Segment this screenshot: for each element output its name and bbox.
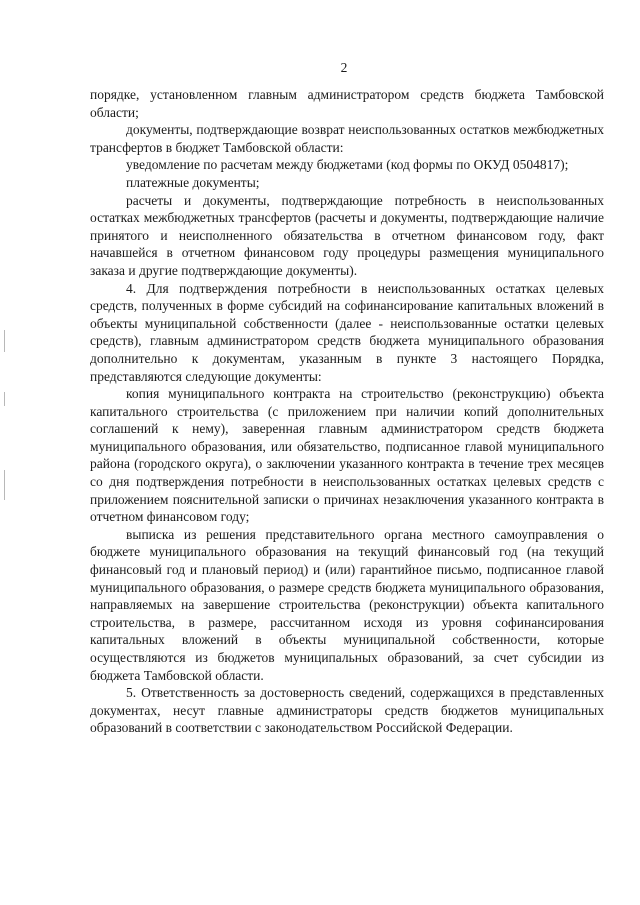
- document-body: [90, 86, 604, 737]
- scan-edge-mark: [4, 330, 5, 352]
- page-number: 2: [340, 60, 348, 75]
- paragraph-payment-documents: платежные документы;: [126, 174, 260, 190]
- paragraph-clause-4: 4. Для подтверждения потребности в неиспользованных остатках целевых средств, полученных в форме субсидий на софинансирование капитальных вложений в объекты муниципальной собственности (далее - неиспользованные остатки целевых средств), главным администратором средств бюджета муниципального образования дополнительно к документам, указанным в пункте 3 настоящего Порядка, представляются следующие документы:: [90, 280, 604, 384]
- paragraph-need-calculations: расчеты и документы, подтверждающие потребность в неиспользованных остатках межбюджетных трансфертов (расчеты и документы, подтверждающие наличие принятого и неисполненного обязательства в отчетном финансовом году, факт начавшейся в отчетном финансовом году процедуры размещения муниципального заказа и другие подтверждающие документы).: [90, 192, 604, 278]
- paragraph-order-continuation: порядке, установленном главным администратором средств бюджета Тамбовской области;: [90, 87, 604, 120]
- scan-edge-mark: [4, 470, 5, 500]
- paragraph-return-documents: документы, подтверждающие возврат неиспользованных остатков межбюджетных трансфертов в бюджет Тамбовской области:: [90, 122, 604, 155]
- paragraph-clause-5: 5. Ответственность за достоверность сведений, содержащихся в представленных документах, несут главные администраторы средств бюджетов муниципальных образований в соответствии с законодательством Российской Федерации.: [90, 685, 604, 736]
- paragraph-decision-extract: выписка из решения представительного органа местного самоуправления о бюджете муниципального образования на текущий финансовый год (на текущий финансовый год и плановый период) и (или) гарантийное письмо, подписанное главой муниципального образования, о размере средств бюджета муниципального образования, направляемых на завершение строительства (реконструкции) объекта капитального строительства, в размере, рассчитанном исходя из уровня софинансирования капитальных вложений в объекты муниципальной собственности, которые осуществляются из бюджетов муниципальных образований, за счет субсидии из бюджета Тамбовской области.: [90, 526, 604, 683]
- paragraph-contract-copy: копия муниципального контракта на строительство (реконструкцию) объекта капитального строительства (с приложением при наличии копий дополнительных соглашений к нему), заверенная главным администратором средств бюджета муниципального образования, или обязательство, подписанное главой муниципального района (городского округа), о заключении указанного контракта в течение трех месяцев со дня подтверждения потребности в неиспользованных остатках целевых средств с приложением пояснительной записки о причинах незаключения указанного контракта в отчетном финансовом году;: [90, 386, 604, 525]
- paragraph-budget-notice: уведомление по расчетам между бюджетами (код формы по ОКУД 0504817);: [126, 157, 569, 173]
- scan-edge-mark: [4, 392, 5, 406]
